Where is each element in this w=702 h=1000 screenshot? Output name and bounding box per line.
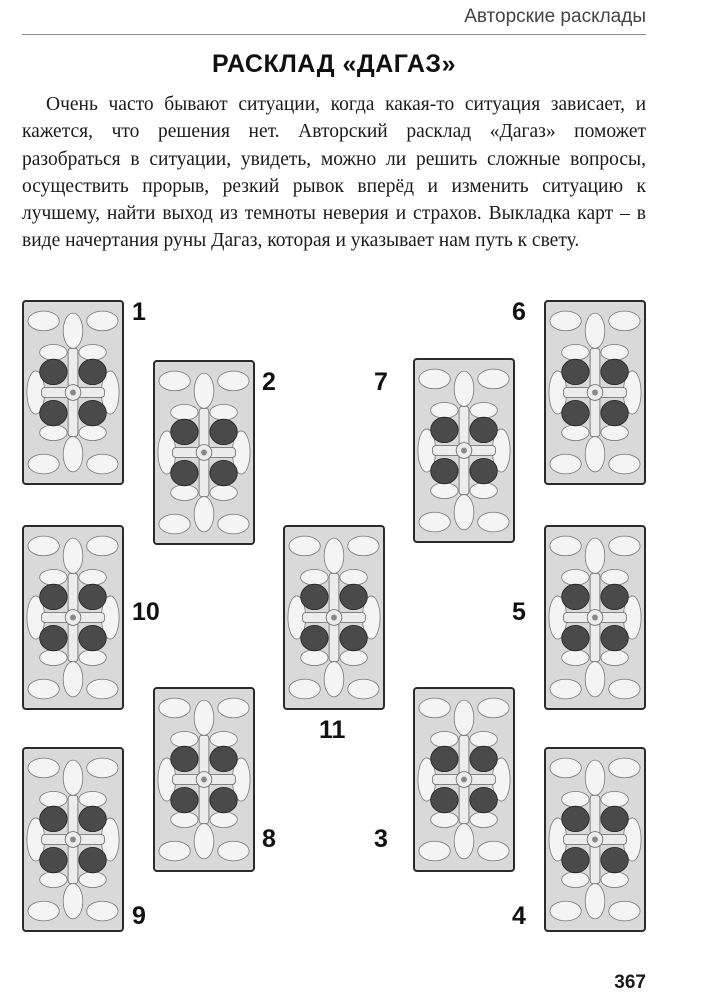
card-number-10: 10 bbox=[132, 598, 160, 626]
card-number-1: 1 bbox=[132, 298, 146, 326]
card-back-5 bbox=[544, 525, 646, 710]
card-back-6 bbox=[544, 300, 646, 485]
page-number: 367 bbox=[614, 972, 646, 993]
card-number-2: 2 bbox=[262, 368, 276, 396]
card-number-5: 5 bbox=[512, 598, 526, 626]
card-back-9 bbox=[22, 747, 124, 932]
body-paragraph: Очень часто бывают ситуации, когда какая-то ситуация зависает, и кажется, что решения нет. Авторский расклад «Дагаз» поможет разобраться в ситуации, увидеть, можно ли решить сложные вопросы, осуществить прорыв, резкий рывок вперёд и изменить ситуацию к лучшему, найти выход из темноты неверия и страхов. Выкладка карт – в виде начертания руны Дагаз, которая и указывает нам путь к свету. bbox=[22, 94, 646, 252]
running-head: Авторские расклады bbox=[464, 6, 646, 27]
card-number-11: 11 bbox=[319, 716, 346, 744]
card-number-7: 7 bbox=[374, 368, 388, 396]
card-back-4 bbox=[544, 747, 646, 932]
card-number-9: 9 bbox=[132, 902, 146, 930]
card-back-10 bbox=[22, 525, 124, 710]
card-back-7 bbox=[413, 358, 515, 543]
page-title: РАСКЛАД «ДАГАЗ» bbox=[212, 50, 456, 78]
card-number-4: 4 bbox=[512, 902, 526, 930]
card-number-3: 3 bbox=[374, 825, 388, 853]
header-rule bbox=[22, 34, 646, 35]
card-back-11 bbox=[283, 525, 385, 710]
card-back-2 bbox=[153, 360, 255, 545]
card-number-8: 8 bbox=[262, 825, 276, 853]
card-back-8 bbox=[153, 687, 255, 872]
card-number-6: 6 bbox=[512, 298, 526, 326]
card-back-3 bbox=[413, 687, 515, 872]
card-back-1 bbox=[22, 300, 124, 485]
